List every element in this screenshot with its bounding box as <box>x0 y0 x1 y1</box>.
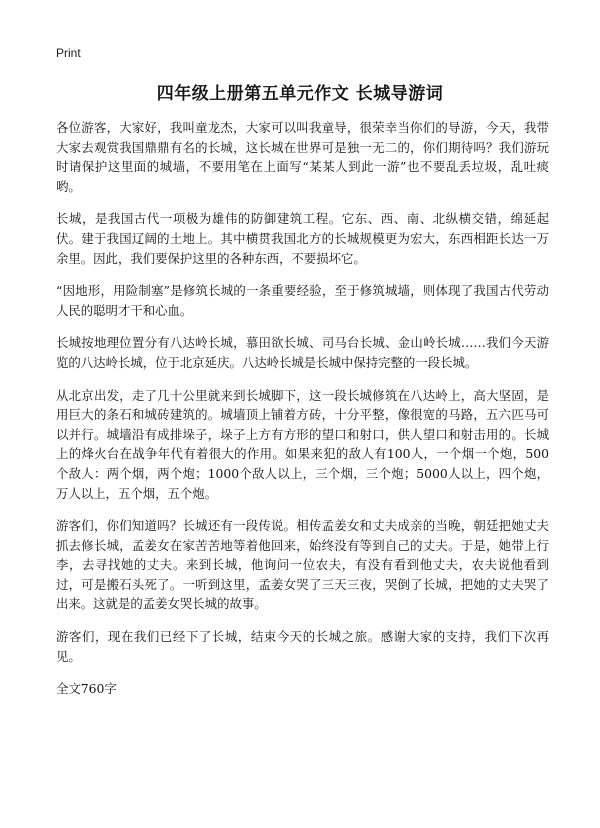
paragraph-legend: 游客们，你们知道吗？长城还有一段传说。相传孟姜女和丈夫成亲的当晚，朝廷把她丈夫抓去修长城，孟姜女在家苦苦地等着他回来，始终没有等到自己的丈夫。于是，她带上行李，去寻找她的丈夫。来到长城，他询问一位农夫，有没有看到他丈夫，农夫说他看到过，可是搬石头死了。一听到这里，孟姜女哭了三天三夜，哭倒了长城，把她的丈夫哭了出来。这就是的孟姜女哭长城的故事。 <box>56 518 549 612</box>
paragraph-construction-experience: “因地形，用险制塞”是修筑长城的一条重要经验，至于修筑城墙，则体现了我国古代劳动人民的聪明才干和心血。 <box>56 283 549 318</box>
word-count: 全文760字 <box>56 681 117 697</box>
article-body <box>56 118 549 699</box>
article-title: 四年级上册第五单元作文 长城导游词 <box>156 84 444 104</box>
paragraph-sections: 长城按地理位置分有八达岭长城，慕田欲长城、司马台长城、金山岭长城……我们今天游览的八达岭长城，位于北京延庆。八达岭长城是长城中保持完整的一段长城。 <box>56 335 549 370</box>
paragraph-badaling: 从北京出发，走了几十公里就来到长城脚下，这一段长城修筑在八达岭上，高大坚固，是用巨大的条石和城砖建筑的。城墙顶上铺着方砖，十分平整，像很宽的马路，五六匹马可以并行。城墙沿有成排垛子，垛子上方有方形的望口和射口，供人望口和射击用的。长城上的烽火台在战争年代有着很大的作用。如果来犯的敌人有100人，一个烟一个炮，500个敌人：两个烟，两个炮；1000个敌人以上，三个烟，三个炮；5000人以上，四个炮，万人以上，五个烟，五个炮。 <box>56 387 549 501</box>
paragraph-greeting: 各位游客，大家好，我叫童龙杰，大家可以叫我童导，很荣幸当你们的导游，今天，我带大家去观赏我国鼎鼎有名的长城，这长城在世界可是独一无二的，你们期待吗？我们游玩时请保护这里面的城墙，不要用笔在上面写“某某人到此一游”也不要乱丢垃圾，乱吐痰哟。 <box>56 120 549 194</box>
paragraph-great-wall-intro: 长城，是我国古代一项极为雄伟的防御建筑工程。它东、西、南、北纵横交错，绵延起伏。建于我国辽阔的土地上。其中横贯我国北方的长城规模更为宏大，东西相距长达一万余里。因此，我们要保护这里的各种东西，不要损坏它。 <box>56 211 549 266</box>
print-link[interactable]: Print <box>56 46 81 60</box>
paragraph-farewell: 游客们，现在我们已经下了长城，结束今天的长城之旅。感谢大家的支持，我们下次再见。 <box>56 629 549 664</box>
